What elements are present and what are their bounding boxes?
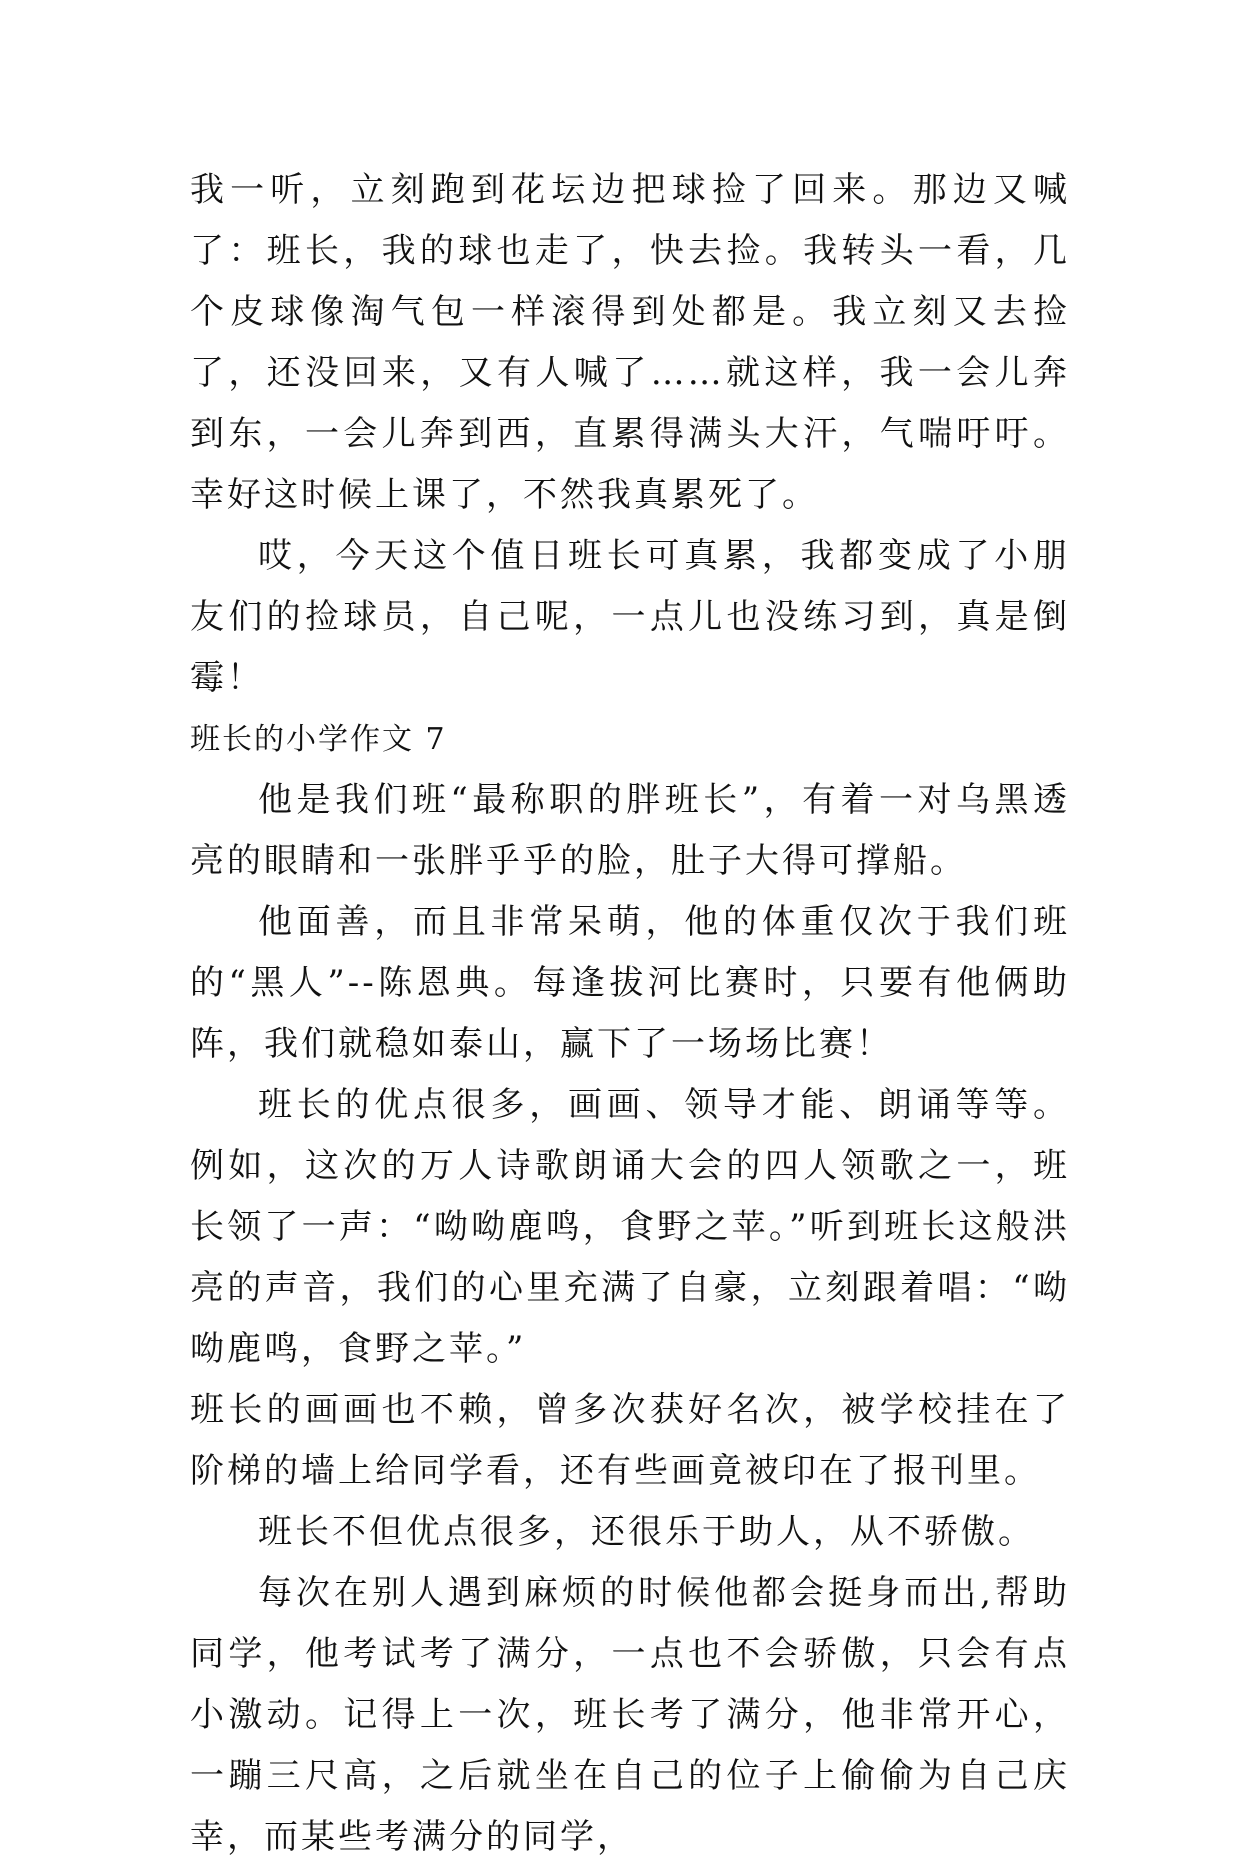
section-title: 班长的小学作文 7 (190, 722, 447, 757)
document-body (190, 160, 1070, 1868)
paragraph-3: 他是我们班“最称职的胖班长”，有着一对乌黑透亮的眼睛和一张胖乎乎的脸，肚子大得可撑船。 (190, 780, 1070, 881)
paragraph-2: 哎，今天这个值日班长可真累，我都变成了小朋友们的捡球员，自己呢，一点儿也没练习到，真是倒霉！ (190, 536, 1070, 698)
paragraph-5: 班长的优点很多，画画、领导才能、朗诵等等。例如，这次的万人诗歌朗诵大会的四人领歌之一，班长领了一声：“呦呦鹿鸣，食野之苹。”听到班长这般洪亮的声音，我们的心里充满了自豪，立刻跟着唱：“呦呦鹿鸣，食野之苹。” (190, 1085, 1070, 1369)
paragraph-8: 每次在别人遇到麻烦的时候他都会挺身而出,帮助同学，他考试考了满分，一点也不会骄傲，只会有点小激动。记得上一次，班长考了满分，他非常开心，一蹦三尺高，之后就坐在自己的位子上偷偷为自己庆幸，而某些考满分的同学， (190, 1573, 1070, 1857)
paragraph-7: 班长不但优点很多，还很乐于助人，从不骄傲。 (258, 1512, 1035, 1552)
paragraph-6: 班长的画画也不赖，曾多次获好名次，被学校挂在了阶梯的墙上给同学看，还有些画竟被印在了报刊里。 (190, 1390, 1070, 1491)
paragraph-1: 我一听，立刻跑到花坛边把球捡了回来。那边又喊了：班长，我的球也走了，快去捡。我转头一看，几个皮球像淘气包一样滚得到处都是。我立刻又去捡了，还没回来，又有人喊了……就这样，我一会儿奔到东，一会儿奔到西，直累得满头大汗，气喘吁吁。幸好这时候上课了，不然我真累死了。 (190, 170, 1070, 515)
paragraph-4: 他面善，而且非常呆萌，他的体重仅次于我们班的“黑人”--陈恩典。每逢拔河比赛时，只要有他俩助阵，我们就稳如泰山，赢下了一场场比赛！ (190, 902, 1070, 1064)
